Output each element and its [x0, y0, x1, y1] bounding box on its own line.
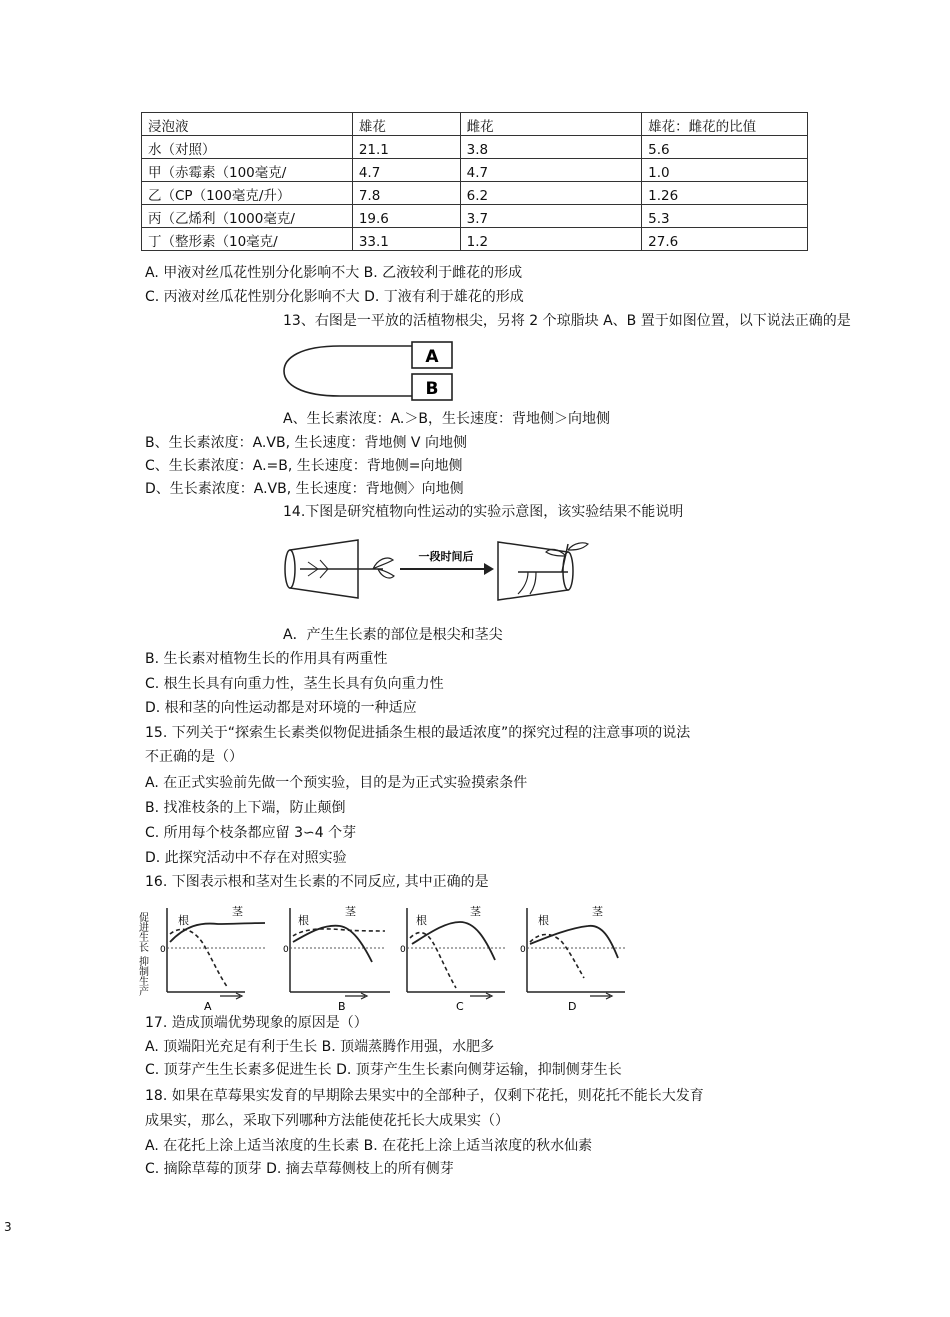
q12-options-line2: C. 丙液对丝瓜花性别分化影响不大 D. 丁液有利于雄花的形成	[145, 289, 524, 305]
q14-option-c: C. 根生长具有向重力性，茎生长具有负向重力性	[145, 676, 444, 692]
q17-stem: 17. 造成顶端优势现象的原因是（）	[145, 1015, 368, 1031]
q18-options-line2: C. 摘除草莓的顶芽 D. 摘去草莓侧枝上的所有侧芽	[145, 1161, 454, 1177]
table-cell: 5.3	[642, 205, 808, 228]
arrow-label: 一段时间后	[418, 550, 474, 563]
table-cell: 乙（CP（100毫克/升）	[142, 182, 353, 205]
q14-option-a: A．产生生长素的部位是根尖和茎尖	[283, 627, 503, 643]
q14-stem: 14.下图是研究植物向性运动的实验示意图，该实验结果不能说明	[283, 504, 684, 520]
table-row	[142, 159, 808, 182]
table-cell: 1.26	[642, 182, 808, 205]
table-header-cell: 雌花	[460, 113, 642, 136]
q15-stem-line1: 15. 下列关于“探索生长素类似物促进插条生根的最适浓度”的探究过程的注意事项的说法	[145, 725, 691, 741]
root-label: 根	[178, 914, 189, 927]
table-cell: 丙（乙烯利（1000毫克/	[142, 205, 353, 228]
table-cell: 7.8	[352, 182, 460, 205]
graph-panel-b	[283, 904, 390, 1013]
table-header-cell: 雄花：雌花的比值	[642, 113, 808, 136]
q13-stem: 13、右图是一平放的活植物根尖，另将 2 个琼脂块 A、B 置于如图位置，以下说法正确的是	[283, 313, 851, 329]
root-label: 根	[538, 914, 549, 927]
panel-label: A	[204, 1000, 212, 1013]
table-cell: 6.2	[460, 182, 642, 205]
table-cell: 4.7	[460, 159, 642, 182]
table-cell: 水（对照）	[142, 136, 353, 159]
stem-label: 茎	[592, 905, 603, 918]
table-header-row	[142, 113, 808, 136]
zero-label: 0	[520, 945, 526, 955]
table-cell: 33.1	[352, 228, 460, 251]
q14-option-d: D. 根和茎的向性运动都是对环境的一种适应	[145, 700, 417, 716]
q13-option-a: A、生长素浓度：A.＞B，生长速度：背地侧＞向地侧	[283, 411, 610, 427]
q18-stem-line1: 18. 如果在草莓果实发育的早期除去果实中的全部种子，仅剩下花托，则花托不能长大发育	[145, 1088, 704, 1104]
table-cell: 4.7	[352, 159, 460, 182]
table-cell: 1.2	[460, 228, 642, 251]
table-header-cell: 浸泡液	[142, 113, 353, 136]
q13-option-c: C、生长素浓度：A.=B, 生长速度：背地侧=向地侧	[145, 458, 463, 474]
y-label-inhibit: 抑制生产	[136, 956, 148, 996]
y-label-promote: 促进生长	[136, 912, 148, 952]
stem-label: 茎	[345, 905, 356, 918]
panel-label: C	[456, 1000, 464, 1013]
auxin-response-graphs	[136, 898, 640, 1016]
table-row	[142, 182, 808, 205]
zero-label: 0	[283, 945, 289, 955]
table-cell: 丁（整形素（10毫克/	[142, 228, 353, 251]
table-cell: 19.6	[352, 205, 460, 228]
q14-option-b: B. 生长素对植物生长的作用具有两重性	[145, 651, 388, 667]
table-cell: 甲（赤霉素（100毫克/	[142, 159, 353, 182]
table-row	[142, 205, 808, 228]
root-label: 根	[298, 914, 309, 927]
q15-option-d: D. 此探究活动中不存在对照实验	[145, 850, 347, 866]
page-number: 3	[4, 1220, 12, 1234]
panel-label: D	[568, 1000, 577, 1013]
root-tip-diagram	[280, 338, 460, 406]
q18-stem-line2: 成果实，那么，采取下列哪种方法能使花托长大成果实（）	[145, 1113, 509, 1129]
table-row	[142, 136, 808, 159]
stem-label: 茎	[470, 905, 481, 918]
q13-option-d: D、生长素浓度：A.VB, 生长速度：背地侧〉向地侧	[145, 481, 464, 497]
table-cell: 27.6	[642, 228, 808, 251]
q16-stem: 16. 下图表示根和茎对生长素的不同反应, 其中正确的是	[145, 874, 489, 890]
table-cell: 3.8	[460, 136, 642, 159]
q15-stem-line2: 不正确的是（）	[145, 749, 243, 765]
block-a-label: A	[425, 347, 439, 367]
graph-panel-c	[400, 904, 505, 1013]
block-b-label: B	[425, 379, 439, 399]
q12-options-line1: A. 甲液对丝瓜花性别分化影响不大 B. 乙液较利于雌花的形成	[145, 265, 523, 281]
q15-option-b: B. 找准枝条的上下端，防止颠倒	[145, 800, 346, 816]
zero-label: 0	[160, 945, 166, 955]
graph-panel-a	[160, 904, 265, 1013]
zero-label: 0	[400, 945, 406, 955]
q13-option-b: B、生长素浓度：A.VB, 生长速度：背地侧 V 向地侧	[145, 435, 467, 451]
stem-label: 茎	[232, 905, 243, 918]
table-cell: 3.7	[460, 205, 642, 228]
q17-options-line1: A. 顶端阳光充足有利于生长 B. 顶端蒸腾作用强，水肥多	[145, 1039, 495, 1055]
data-table	[141, 112, 808, 251]
table-cell: 21.1	[352, 136, 460, 159]
table-row	[142, 228, 808, 251]
q15-option-a: A. 在正式实验前先做一个预实验，目的是为正式实验摸索条件	[145, 775, 528, 791]
table-header-cell: 雄花	[352, 113, 460, 136]
table-cell: 5.6	[642, 136, 808, 159]
graph-panel-d	[520, 904, 625, 1013]
q15-option-c: C. 所用每个枝条都应留 3∽4 个芽	[145, 825, 357, 841]
table-cell: 1.0	[642, 159, 808, 182]
panel-label: B	[338, 1000, 346, 1013]
q18-options-line1: A. 在花托上涂上适当浓度的生长素 B. 在花托上涂上适当浓度的秋水仙素	[145, 1138, 593, 1154]
q17-options-line2: C. 顶芽产生生长素多促进生长 D. 顶芽产生生长素向侧芽运输，抑制侧芽生长	[145, 1062, 622, 1078]
root-label: 根	[416, 914, 427, 927]
tropism-experiment-diagram	[278, 536, 618, 606]
